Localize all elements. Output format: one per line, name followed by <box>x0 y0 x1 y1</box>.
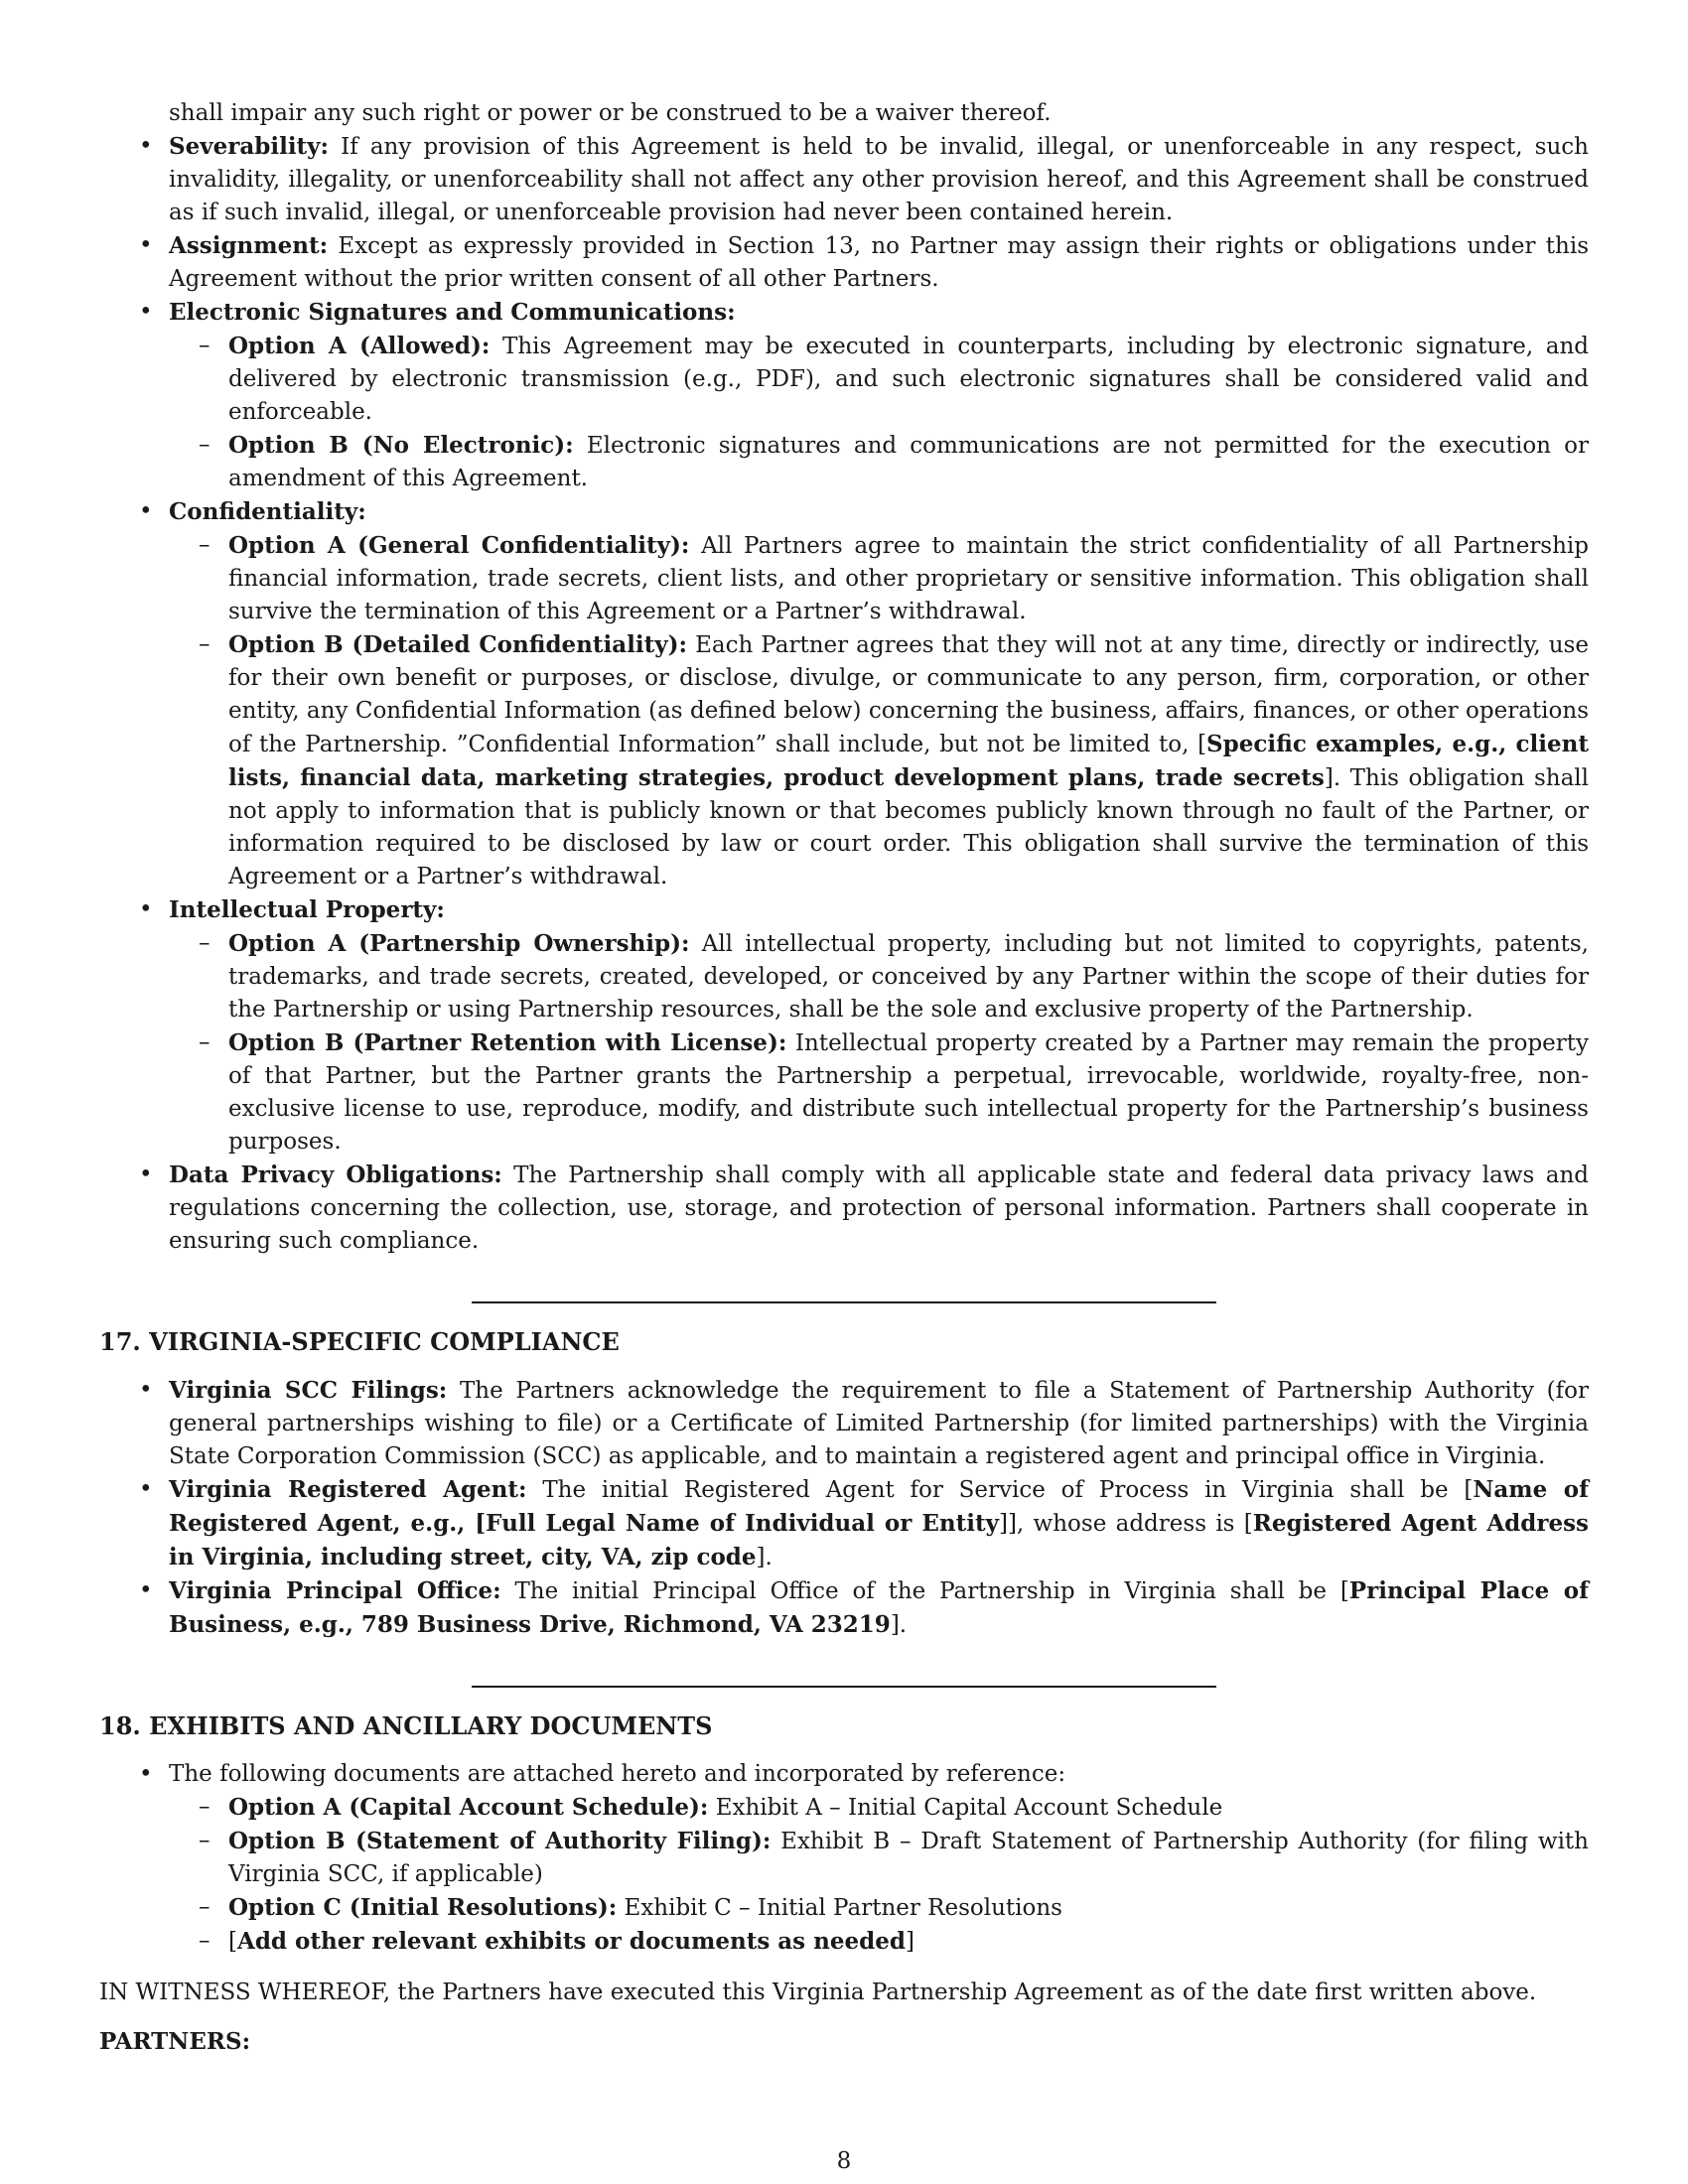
exhibit-other-placeholder: Add other relevant exhibits or documents as needed <box>236 1928 906 1955</box>
agent-text-2: ]], whose address is [ <box>998 1511 1253 1537</box>
list-item-exhibits-intro <box>99 1758 1589 1959</box>
list-item-intellectual-property <box>99 893 1589 1159</box>
general-provisions-list <box>99 130 1589 1258</box>
ip-b-text: Intellectual property created by a Partner may remain the property of that Partner, but the Partner grants the Partnership a perpetual, irrevocable, worldwide, royalty-free, non-exclusive license to use, reproduce, modify, and distribute such intellectual property for the Partnership’s business purposes. <box>228 1030 1590 1155</box>
agent-name-placeholder: Name of Registered Agent, e.g., [Full Legal Name of Individual or Entity <box>169 1476 1589 1537</box>
privacy-label: Data Privacy Obligations: <box>169 1161 502 1188</box>
esign-a-label: Option A (Allowed): <box>228 333 491 359</box>
section-17-list <box>99 1374 1589 1642</box>
document-page <box>99 97 1589 2058</box>
exhibit-options <box>169 1791 1589 1959</box>
esign-a-text: This Agreement may be executed in counterparts, including by electronic signature, and delivered by electronic transmission (e.g., PDF), and such electronic signatures shall be considered valid and enforceable. <box>228 334 1590 425</box>
conf-a-text: All Partners agree to maintain the strict confidentiality of all Partnership financial information, trade secrets, client lists, and other proprietary or sensitive information. This obligation shall survive the termination of this Agreement or a Partner’s withdrawal. <box>228 533 1590 624</box>
section-18-heading: 18. EXHIBITS AND ANCILLARY DOCUMENTS <box>99 1711 713 1740</box>
conf-b-text-1: Each Partner agrees that they will not at any time, directly or indirectly, use for their own benefit or purposes, or disclose, divulge, or communicate to any person, firm, corporation, or other entity, any Confidential Information (as defined below) concerning the business, affairs, finances, or other operations of the Partnership. ”Confidential Information” shall include, but not be limited to, [ <box>228 632 1590 757</box>
conf-option-b <box>169 628 1589 893</box>
partners-label: PARTNERS: <box>99 2028 251 2055</box>
assignment-label: Assignment: <box>169 232 329 259</box>
ip-a-label: Option A (Partnership Ownership): <box>228 930 690 957</box>
list-item-scc-filings <box>99 1374 1589 1473</box>
ip-label: Intellectual Property: <box>169 896 445 923</box>
conf-options <box>169 529 1589 893</box>
esign-option-a <box>169 330 1589 429</box>
ip-b-label: Option B (Partner Retention with License): <box>228 1029 787 1056</box>
section-18-list <box>99 1758 1589 1959</box>
office-text-2: ]. <box>890 1612 908 1638</box>
list-item-registered-agent <box>99 1473 1589 1574</box>
list-item-assignment <box>99 229 1589 296</box>
section-divider <box>472 1686 1216 1688</box>
exhibit-b-label: Option B (Statement of Authority Filing): <box>228 1828 772 1854</box>
exhibits-intro: The following documents are attached hereto and incorporated by reference: <box>169 1761 1066 1787</box>
exhibit-a-text: Exhibit A – Initial Capital Account Schedule <box>715 1795 1223 1821</box>
esign-options <box>169 330 1589 495</box>
continuation-text: shall impair any such right or power or be construed to be a waiver thereof. <box>169 100 1052 126</box>
esign-option-b <box>169 429 1589 495</box>
agent-label: Virginia Registered Agent: <box>169 1476 527 1503</box>
conf-b-label: Option B (Detailed Confidentiality): <box>228 631 688 658</box>
section-divider <box>472 1301 1216 1303</box>
exhibit-option-c <box>169 1891 1589 1925</box>
scc-text: The Partners acknowledge the requirement to file a Statement of Partnership Authority (for general partnerships wishing to file) or a Certificate of Limited Partnership (for limited partnerships) with the Virginia State Corporation Commission (SCC) as applicable, and to maintain a registered agent and principal office in Virginia. <box>169 1378 1590 1469</box>
section-17-heading: 17. VIRGINIA-SPECIFIC COMPLIANCE <box>99 1327 620 1356</box>
agent-text-3: ]. <box>756 1545 773 1570</box>
list-item-confidentiality <box>99 495 1589 893</box>
office-label: Virginia Principal Office: <box>169 1577 501 1604</box>
list-item-principal-office <box>99 1574 1589 1642</box>
ip-option-a <box>169 927 1589 1026</box>
exhibit-other-open: [ <box>228 1929 237 1955</box>
exhibit-other-close: ] <box>905 1929 914 1955</box>
conf-b-text-2: ]. This obligation shall not apply to information that is publicly known or that becomes publicly known through no fault of the Partner, or information required to be disclosed by law or court order. This obligation shall survive the termination of this Agreement or a Partner’s withdrawal. <box>228 765 1589 889</box>
list-item-data-privacy <box>99 1159 1589 1258</box>
exhibit-option-a <box>169 1791 1589 1825</box>
scc-label: Virginia SCC Filings: <box>169 1377 448 1404</box>
ip-a-text: All intellectual property, including but not limited to copyrights, patents, trademarks, and trade secrets, created, developed, or conceived by any Partner within the scope of their duties for the Partnership or using Partnership resources, shall be the sole and exclusive property of the Partnership. <box>228 931 1589 1023</box>
office-text-1: The initial Principal Office of the Partnership in Virginia shall be [ <box>514 1578 1349 1604</box>
severability-label: Severability: <box>169 133 330 160</box>
list-item-electronic-signatures <box>99 296 1589 495</box>
page-number: 8 <box>836 2148 852 2174</box>
ip-options <box>169 927 1589 1159</box>
privacy-text: The Partnership shall comply with all applicable state and federal data privacy laws and regulations concerning the collection, use, storage, and protection of personal information. Partners shall cooperate in ensuring such compliance. <box>169 1162 1589 1254</box>
conf-option-a <box>169 529 1589 628</box>
list-item-severability <box>99 130 1589 229</box>
esign-label: Electronic Signatures and Communications: <box>169 299 736 326</box>
esign-b-label: Option B (No Electronic): <box>228 432 574 459</box>
agent-address-placeholder: Registered Agent Address in Virginia, including street, city, VA, zip code <box>169 1510 1589 1570</box>
agent-text-1: The initial Registered Agent for Service of Process in Virginia shall be [ <box>542 1477 1474 1503</box>
exhibit-c-text: Exhibit C – Initial Partner Resolutions <box>624 1895 1062 1921</box>
office-placeholder: Principal Place of Business, e.g., 789 Business Drive, Richmond, VA 23219 <box>169 1577 1589 1638</box>
esign-b-text: Electronic signatures and communications are not permitted for the execution or amendment of this Agreement. <box>228 433 1590 491</box>
exhibit-c-label: Option C (Initial Resolutions): <box>228 1894 618 1921</box>
witness-clause: IN WITNESS WHEREOF, the Partners have executed this Virginia Partnership Agreement as of the date first written above. <box>99 1979 1537 2005</box>
ip-option-b <box>169 1026 1589 1159</box>
exhibit-option-b <box>169 1825 1589 1891</box>
assignment-text: Except as expressly provided in Section 13, no Partner may assign their rights or obligations under this Agreement without the prior written consent of all other Partners. <box>169 233 1590 292</box>
severability-text: If any provision of this Agreement is held to be invalid, illegal, or unenforceable in any respect, such invalidity, illegality, or unenforceability shall not affect any other provision hereof, and this Agreement shall be construed as if such invalid, illegal, or unenforceable provision had never been contained herein. <box>169 134 1589 225</box>
conf-b-placeholder: Specific examples, e.g., client lists, financial data, marketing strategies, product development plans, trade secrets <box>228 731 1589 791</box>
conf-a-label: Option A (General Confidentiality): <box>228 532 690 559</box>
exhibit-a-label: Option A (Capital Account Schedule): <box>228 1794 709 1821</box>
exhibit-other <box>169 1925 1589 1959</box>
conf-label: Confidentiality: <box>169 498 366 525</box>
exhibit-b-text: Exhibit B – Draft Statement of Partnership Authority (for filing with Virginia SCC, if applicable) <box>228 1829 1589 1887</box>
